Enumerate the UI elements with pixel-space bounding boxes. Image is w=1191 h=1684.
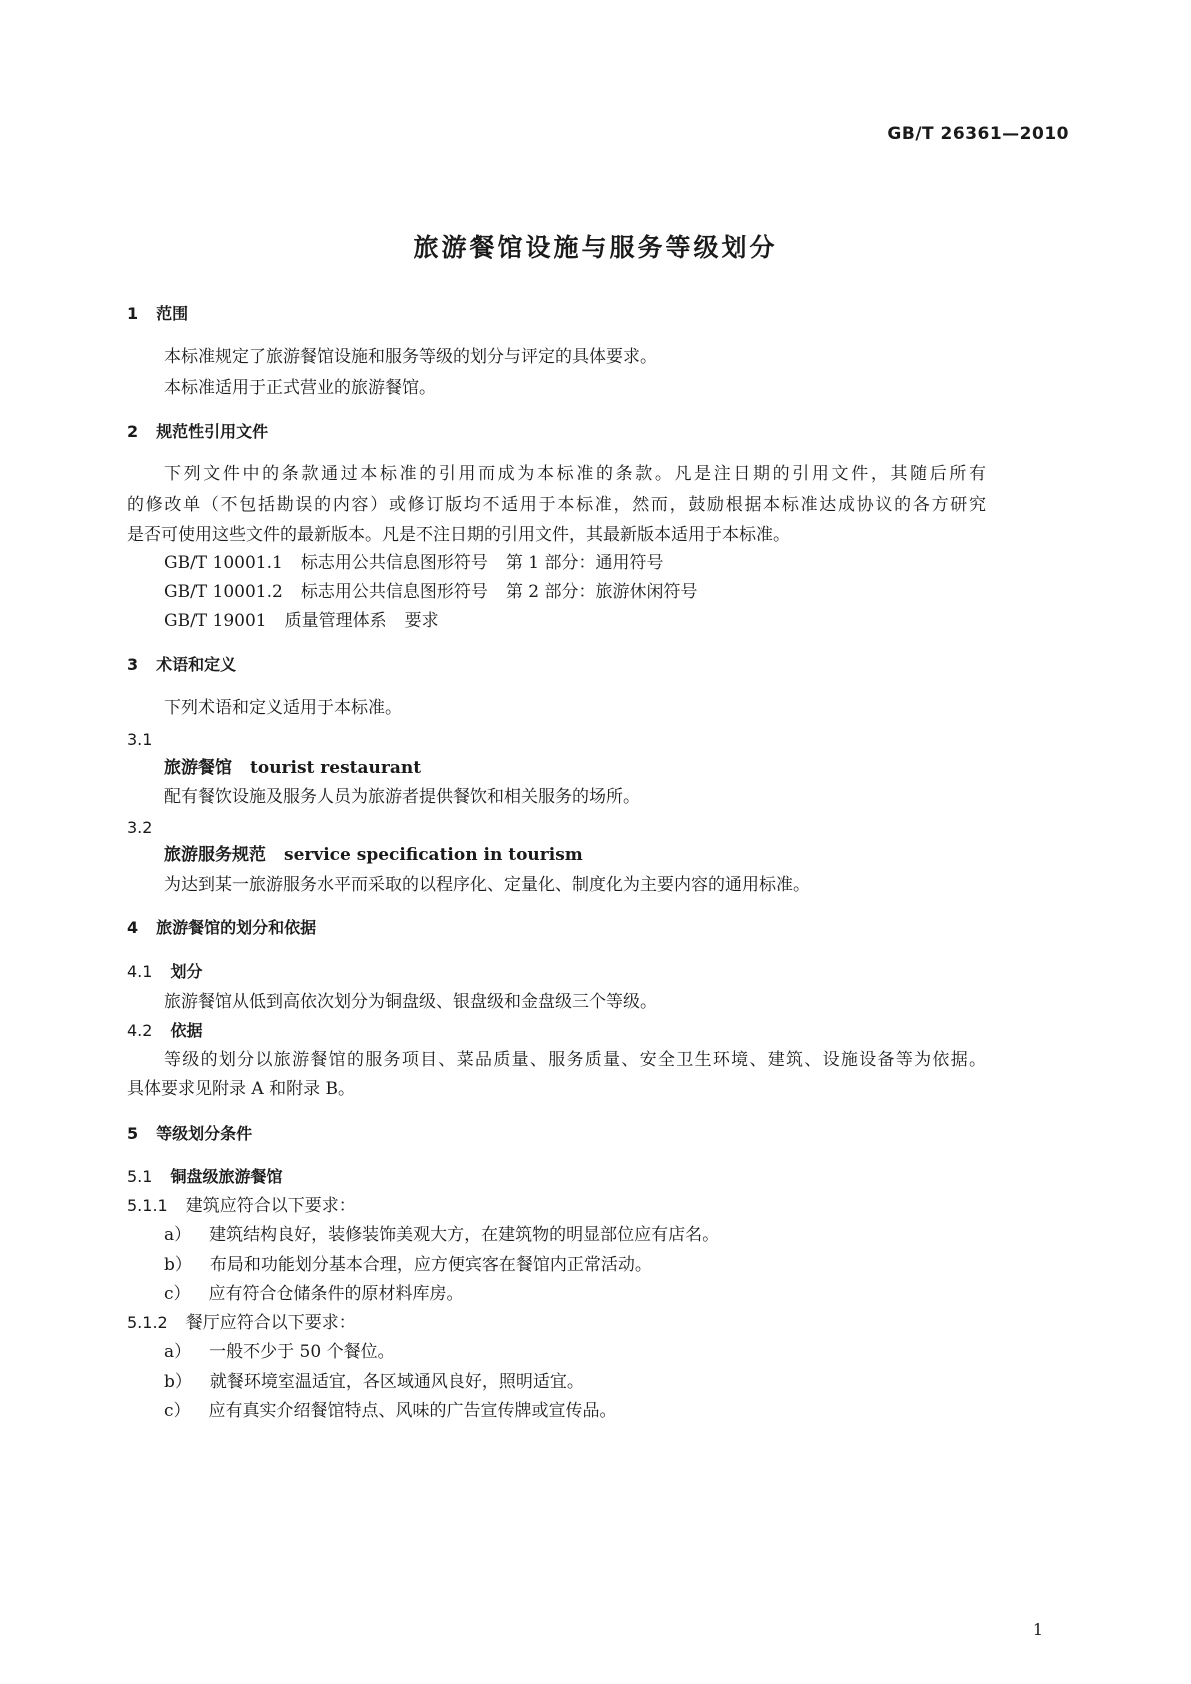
subsection-number: 5.1 [127,1167,153,1186]
paragraph: 本标准规定了旅游餐馆设施和服务等级的划分与评定的具体要求。 [164,347,657,367]
list-item [164,1400,617,1422]
subsection-title: 依据 [170,1021,203,1040]
list-marker: a） [164,1225,192,1245]
reference-title: 标志用公共信息图形符号 [300,553,488,573]
section-title: 术语和定义 [156,655,237,674]
reference-code: GB/T 19001 [164,611,267,631]
section-title: 旅游餐馆的划分和依据 [156,918,317,937]
list-text: 应有真实介绍餐馆特点、风味的广告宣传牌或宣传品。 [208,1401,617,1421]
reference-part: 第 1 部分：通用符号 [505,553,664,573]
paragraph-line: 下列文件中的条款通过本标准的引用而成为本标准的条款。凡是注日期的引用文件，其随后所有 [164,464,986,484]
page-number: 1 [1032,1620,1043,1639]
subsection-heading [127,1020,202,1042]
reference-code: GB/T 10001.2 [164,582,283,602]
clause [127,1312,356,1334]
section-number: 3 [127,655,139,674]
list-marker: b） [164,1372,192,1392]
subsection-title: 铜盘级旅游餐馆 [170,1167,283,1186]
term-zh: 旅游服务规范 [164,845,266,865]
term-en: tourist restaurant [250,758,422,778]
standard-code: GB/T 26361—2010 [887,124,1069,144]
term-heading [164,844,583,866]
section-number: 4 [127,918,139,937]
list-marker: a） [164,1342,192,1362]
reference-part: 第 2 部分：旅游休闲符号 [505,582,698,602]
term-definition: 为达到某一旅游服务水平而采取的以程序化、定量化、制度化为主要内容的通用标准。 [164,875,810,895]
list-item [164,1341,395,1363]
clause [127,1195,356,1217]
document-title: 旅游餐馆设施与服务等级划分 [413,233,778,262]
term-zh: 旅游餐馆 [164,758,232,778]
list-marker: c） [164,1401,191,1421]
section-2-heading [127,421,268,443]
reference-item [164,581,697,603]
clause-number: 5.1.1 [127,1196,168,1215]
reference-item [164,610,439,632]
subsection-number: 4.1 [127,962,153,981]
clause-number: 5.1.2 [127,1313,168,1332]
paragraph-line: 等级的划分以旅游餐馆的服务项目、菜品质量、服务质量、安全卫生环境、建筑、设施设备等为依据。 [164,1050,986,1070]
list-item [164,1283,464,1305]
section-title: 规范性引用文件 [156,422,269,441]
clause-text: 餐厅应符合以下要求： [185,1313,356,1333]
paragraph: 旅游餐馆从低到高依次划分为铜盘级、银盘级和金盘级三个等级。 [164,992,657,1012]
list-marker: b） [164,1255,192,1275]
reference-title: 质量管理体系 [284,611,387,631]
term-number: 3.1 [127,730,153,749]
paragraph-line: 的修改单（不包括勘误的内容）或修订版均不适用于本标准，然而，鼓励根据本标准达成协议的各方研究 [127,495,986,515]
reference-item [164,552,663,574]
paragraph: 下列术语和定义适用于本标准。 [164,698,402,718]
list-text: 就餐环境室温适宜，各区域通风良好，照明适宜。 [209,1372,584,1392]
list-marker: c） [164,1284,191,1304]
list-item [164,1224,719,1246]
section-number: 1 [127,304,139,323]
list-text: 一般不少于 50 个餐位。 [209,1342,395,1362]
list-item [164,1254,652,1276]
list-text: 建筑结构良好，装修装饰美观大方，在建筑物的明显部位应有店名。 [209,1225,720,1245]
section-title: 范围 [156,304,189,323]
term-en: service specification in tourism [284,845,583,865]
paragraph-line: 具体要求见附录 A 和附录 B。 [127,1079,355,1099]
subsection-heading [127,961,202,983]
section-5-heading [127,1123,252,1145]
reference-title: 标志用公共信息图形符号 [300,582,488,602]
section-4-heading [127,917,316,939]
subsection-title: 划分 [170,962,203,981]
reference-part: 要求 [404,611,439,631]
term-heading [164,757,421,779]
section-1-heading [127,303,188,325]
section-3-heading [127,654,236,676]
section-title: 等级划分条件 [156,1124,253,1143]
section-number: 5 [127,1124,139,1143]
paragraph: 本标准适用于正式营业的旅游餐馆。 [164,378,436,398]
list-text: 布局和功能划分基本合理，应方便宾客在餐馆内正常活动。 [209,1255,652,1275]
subsection-heading [127,1166,282,1188]
subsection-number: 4.2 [127,1021,153,1040]
reference-code: GB/T 10001.1 [164,553,283,573]
term-number: 3.2 [127,818,153,837]
section-number: 2 [127,422,139,441]
term-definition: 配有餐饮设施及服务人员为旅游者提供餐饮和相关服务的场所。 [164,787,640,807]
paragraph-line: 是否可使用这些文件的最新版本。凡是不注日期的引用文件，其最新版本适用于本标准。 [127,525,790,545]
list-item [164,1371,584,1393]
clause-text: 建筑应符合以下要求： [185,1196,356,1216]
list-text: 应有符合仓储条件的原材料库房。 [208,1284,464,1304]
